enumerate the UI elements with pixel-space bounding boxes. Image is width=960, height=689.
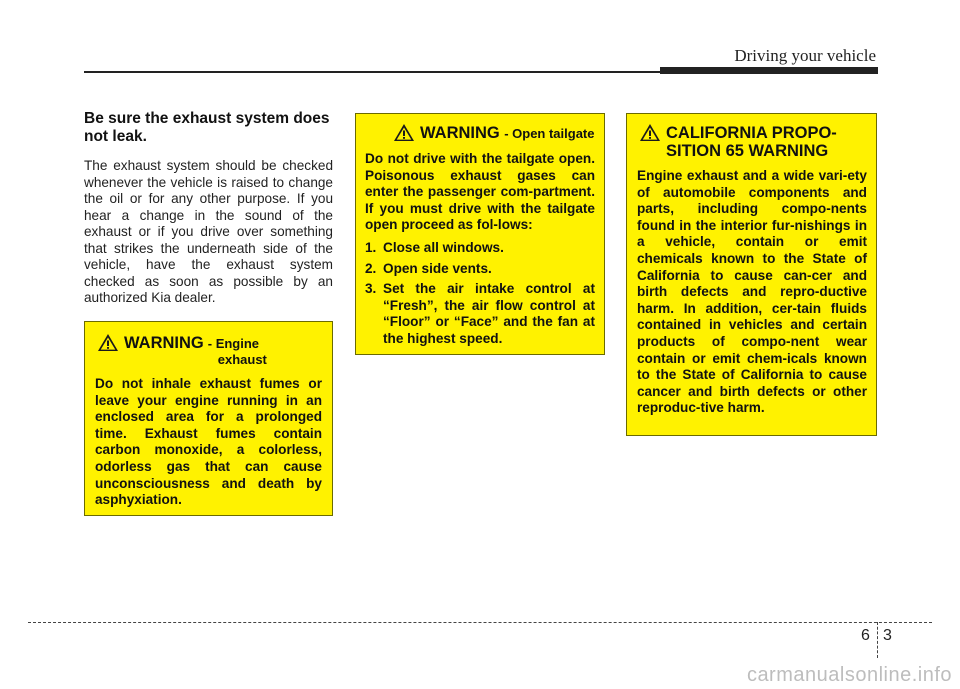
watermark: carmanualsonline.info — [746, 664, 952, 686]
step-text: Set the air intake control at “Fresh”, the air flow control at “Floor” or “Face” and the fan at the highest speed. — [383, 281, 595, 346]
section-title: Be sure the exhaust system does not leak. — [84, 110, 330, 145]
step-text: Open side vents. — [383, 260, 492, 276]
running-header: Driving your vehicle — [734, 46, 876, 65]
warning-steps — [365, 240, 595, 348]
warning-engine-exhaust — [84, 321, 333, 516]
warning-word: WARNING — [420, 124, 500, 142]
warning-header — [393, 124, 595, 143]
exhaust-section — [84, 110, 333, 307]
warning-california-prop65 — [626, 113, 877, 436]
header-rule — [84, 71, 662, 73]
warning-open-tailgate — [355, 113, 605, 355]
step-number: 2. — [365, 260, 377, 276]
warning-triangle-icon — [393, 123, 415, 142]
header-rule-bar — [660, 67, 878, 74]
warning-triangle-icon — [639, 123, 661, 142]
step-number: 3. — [365, 281, 377, 297]
chapter-number: 6 — [861, 627, 870, 644]
page-number-divider — [877, 622, 878, 658]
warning-triangle-icon — [97, 333, 119, 352]
list-item — [365, 261, 595, 278]
step-number: 1. — [365, 239, 377, 255]
page-number: 3 — [883, 627, 892, 644]
list-item — [365, 281, 595, 347]
warning-header — [639, 124, 867, 160]
footer-rule — [28, 622, 932, 623]
list-item — [365, 240, 595, 257]
warning-title: CALIFORNIA PROPO- — [666, 124, 837, 142]
warning-subtitle: - Open tailgate — [504, 126, 595, 141]
warning-body: Engine exhaust and a wide vari-ety of automobile components and parts, including compo-nents found in the interior fur-nishings in a vehicle, contain or emit chemicals known to the State of California to cause can-cer and birth defects and repro-ductive harm. In addition, cer-tain fluids contained in vehicles and certain products of compo-nent wear contain or emit chem-icals known to the State of California to cause cancer and birth defects or other reproduc-tive harm. — [637, 168, 867, 416]
warning-body: Do not inhale exhaust fumes or leave your engine running in an enclosed area for a prolonged time. Exhaust fumes contain carbon monoxide, a colorless, odorless gas that can cause unconsciousness and death by asphyxiation. — [95, 376, 322, 508]
section-body: The exhaust system should be checked whenever the vehicle is raised to change the oil or for any other purpose. If you hear a change in the sound of the exhaust or if you drive over something that strikes the underneath side of the vehicle, have the exhaust system checked as soon as possible by an authorized Kia dealer. — [84, 158, 333, 305]
warning-title-cont: SITION 65 WARNING — [666, 142, 829, 160]
warning-subtitle-cont: exhaust — [217, 352, 267, 367]
warning-subtitle: - Engine — [207, 336, 260, 351]
warning-body: Do not drive with the tailgate open. Poisonous exhaust gases can enter the passenger com-partment. If you must drive with the tailgate open proceed as fol-lows: — [365, 151, 595, 233]
warning-word: WARNING — [124, 334, 204, 352]
warning-header — [97, 334, 322, 368]
step-text: Close all windows. — [383, 239, 504, 255]
